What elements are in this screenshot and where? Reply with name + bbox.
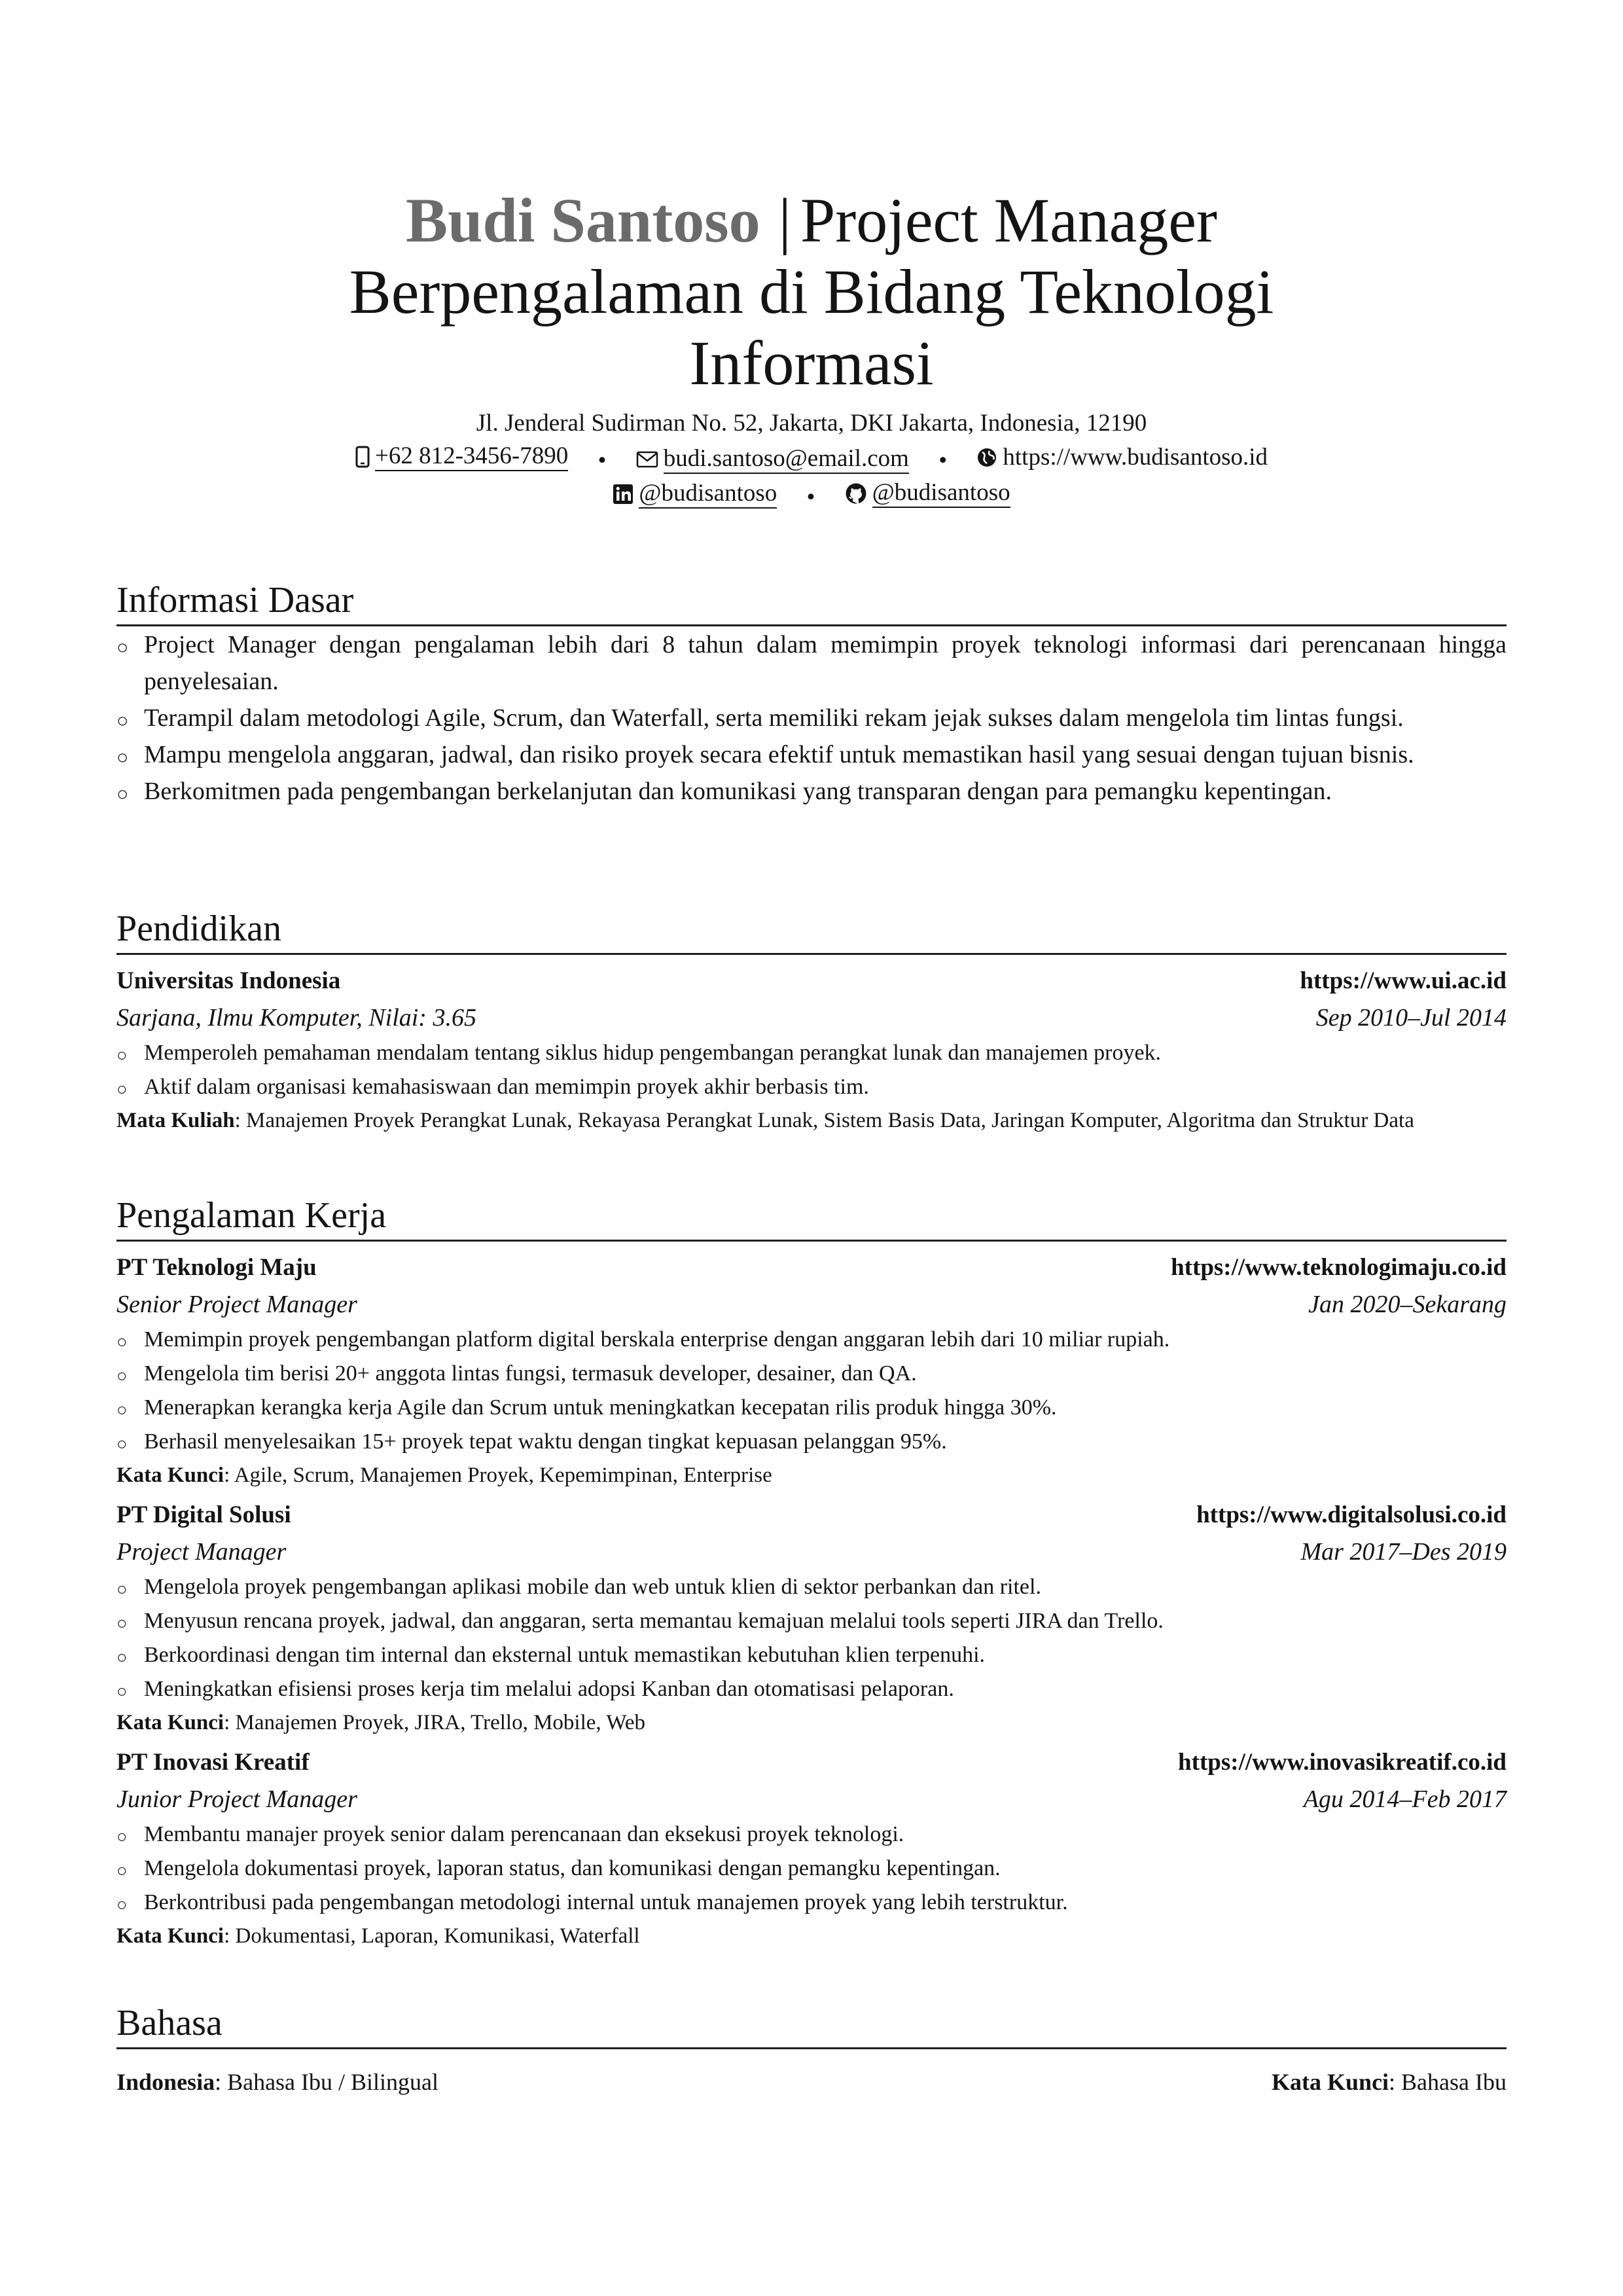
- address: Jl. Jenderal Sudirman No. 52, Jakarta, DKI Jakarta, Indonesia, 12190: [476, 410, 1147, 437]
- section-title-languages: Bahasa: [116, 2001, 1507, 2049]
- language-level: : Bahasa Ibu / Bilingual: [215, 2069, 439, 2095]
- summary-list: [116, 626, 1507, 810]
- job-entry: [116, 1744, 1507, 1952]
- job-role: Project Manager: [116, 1538, 287, 1566]
- title-separator: |: [778, 185, 791, 255]
- summary-section: [116, 579, 1507, 810]
- resume-header: [116, 0, 1507, 516]
- company-url[interactable]: https://www.digitalsolusi.co.id: [1196, 1501, 1507, 1528]
- globe-icon: [976, 447, 997, 468]
- list-item: ○ Memperoleh pemahaman mendalam tentang siklus hidup pengembangan perangkat lunak dan manajemen proyek.: [116, 1036, 1507, 1070]
- list-item: ○ Menerapkan kerangka kerja Agile dan Scrum untuk meningkatkan kecepatan rilis produk hingga 30%.: [116, 1391, 1507, 1425]
- section-title-summary: Informasi Dasar: [116, 579, 1507, 626]
- list-item: ○ Berhasil menyelesaikan 15+ proyek tepat waktu dengan tingkat kepuasan pelanggan 95%.: [116, 1425, 1507, 1459]
- job-entry: [116, 1497, 1507, 1739]
- job-keywords: [116, 1459, 1507, 1492]
- experience-section: [116, 1194, 1507, 1952]
- job-highlights: [116, 1323, 1507, 1459]
- headline-line1: Project Manager: [800, 185, 1217, 255]
- courses-text: : Manajemen Proyek Perangkat Lunak, Rekayasa Perangkat Lunak, Sistem Basis Data, Jaringan Komputer, Algoritma dan Struktur Data: [234, 1109, 1414, 1132]
- section-title-education: Pendidikan: [116, 907, 1507, 955]
- list-item: ○ Mengelola proyek pengembangan aplikasi mobile dan web untuk klien di sektor perbankan dan ritel.: [116, 1570, 1507, 1604]
- education-entry: [116, 963, 1507, 1137]
- envelope-icon: [636, 451, 658, 468]
- keywords-text: : Dokumentasi, Laporan, Komunikasi, Waterfall: [224, 1924, 640, 1948]
- company-name: PT Teknologi Maju: [116, 1254, 317, 1281]
- language-row: [116, 2064, 1507, 2100]
- keywords-text: : Agile, Scrum, Manajemen Proyek, Kepemimpinan, Enterprise: [224, 1463, 772, 1487]
- job-dates: Mar 2017–Des 2019: [1300, 1538, 1507, 1566]
- phone-link[interactable]: +62 812-3456-7890: [375, 442, 568, 471]
- github-icon: [845, 482, 867, 505]
- job-highlights: [116, 1570, 1507, 1706]
- education-section: [116, 907, 1507, 1137]
- job-dates: Agu 2014–Feb 2017: [1303, 1785, 1507, 1813]
- language-keywords: [1272, 2064, 1507, 2100]
- headline-line3: Informasi: [689, 328, 934, 398]
- job-entry: [116, 1249, 1507, 1492]
- company-name: PT Digital Solusi: [116, 1501, 291, 1528]
- contact-line-1: [116, 439, 1507, 479]
- job-role: Junior Project Manager: [116, 1785, 357, 1813]
- page-title: [116, 185, 1507, 399]
- list-item: ○ Terampil dalam metodologi Agile, Scrum, dan Waterfall, serta memiliki rekam jejak sukses dalam mengelola tim lintas fungsi.: [116, 700, 1507, 736]
- list-item: ○ Berkomitmen pada pengembangan berkelanjutan dan komunikasi yang transparan dengan para pemangku kepentingan.: [116, 773, 1507, 810]
- job-keywords: [116, 1706, 1507, 1739]
- languages-section: [116, 2001, 1507, 2100]
- school-url[interactable]: https://www.ui.ac.id: [1300, 967, 1507, 994]
- contact-line-2: [116, 479, 1507, 516]
- education-dates: Sep 2010–Jul 2014: [1315, 1004, 1507, 1031]
- education-highlights: [116, 1036, 1507, 1104]
- company-url[interactable]: https://www.inovasikreatif.co.id: [1178, 1749, 1507, 1776]
- linkedin-link[interactable]: @budisantoso: [639, 480, 777, 509]
- list-item: ○ Memimpin proyek pengembangan platform digital berskala enterprise dengan anggaran lebih dari 10 miliar rupiah.: [116, 1323, 1507, 1357]
- courses-label: Mata Kuliah: [116, 1109, 235, 1132]
- keywords-label: Kata Kunci: [116, 1924, 224, 1948]
- list-item: ○ Berkoordinasi dengan tim internal dan eksternal untuk memastikan kebutuhan klien terpenuhi.: [116, 1638, 1507, 1672]
- list-item: ○ Berkontribusi pada pengembangan metodologi internal untuk manajemen proyek yang lebih terstruktur.: [116, 1886, 1507, 1920]
- language-entry: [116, 2064, 438, 2100]
- job-dates: Jan 2020–Sekarang: [1308, 1291, 1507, 1318]
- degree: Sarjana, Ilmu Komputer, Nilai: 3.65: [116, 1004, 476, 1031]
- keywords-label: Kata Kunci: [1272, 2069, 1389, 2095]
- bullet-separator: •: [597, 447, 607, 474]
- job-role: Senior Project Manager: [116, 1291, 357, 1318]
- bullet-separator: •: [938, 447, 948, 474]
- keywords-label: Kata Kunci: [116, 1463, 224, 1487]
- job-highlights: [116, 1818, 1507, 1920]
- company-name: PT Inovasi Kreatif: [116, 1749, 310, 1776]
- bullet-separator: •: [806, 484, 815, 511]
- headline-line2: Berpengalaman di Bidang Teknologi: [349, 257, 1274, 327]
- keywords-label: Kata Kunci: [116, 1711, 224, 1734]
- candidate-name: Budi Santoso: [406, 185, 760, 255]
- website-link[interactable]: https://www.budisantoso.id: [1003, 444, 1268, 471]
- list-item: ○ Mengelola dokumentasi proyek, laporan status, dan komunikasi dengan pemangku kepentingan.: [116, 1852, 1507, 1886]
- job-keywords: [116, 1920, 1507, 1952]
- section-title-experience: Pengalaman Kerja: [116, 1194, 1507, 1242]
- mobile-phone-icon: [355, 446, 370, 468]
- keywords-text: : Manajemen Proyek, JIRA, Trello, Mobile, Web: [224, 1711, 645, 1734]
- list-item: ○ Menyusun rencana proyek, jadwal, dan anggaran, serta memantau kemajuan melalui tools seperti JIRA dan Trello.: [116, 1604, 1507, 1638]
- school-name: Universitas Indonesia: [116, 967, 341, 994]
- courses: [116, 1104, 1507, 1137]
- list-item: ○ Mampu mengelola anggaran, jadwal, dan risiko proyek secara efektif untuk memastikan hasil yang sesuai dengan tujuan bisnis.: [116, 736, 1507, 773]
- keywords-text: : Bahasa Ibu: [1389, 2069, 1507, 2095]
- list-item: ○ Project Manager dengan pengalaman lebih dari 8 tahun dalam memimpin proyek teknologi informasi dari perencanaan hingga penyelesaian.: [116, 626, 1507, 700]
- email-link[interactable]: budi.santoso@email.com: [664, 445, 909, 474]
- github-link[interactable]: @budisantoso: [872, 479, 1010, 508]
- language-name: Indonesia: [116, 2069, 215, 2095]
- list-item: ○ Aktif dalam organisasi kemahasiswaan dan memimpin proyek akhir berbasis tim.: [116, 1070, 1507, 1104]
- list-item: ○ Meningkatkan efisiensi proses kerja tim melalui adopsi Kanban dan otomatisasi pelaporan.: [116, 1672, 1507, 1706]
- list-item: ○ Mengelola tim berisi 20+ anggota lintas fungsi, termasuk developer, desainer, dan QA.: [116, 1357, 1507, 1391]
- list-item: ○ Membantu manajer proyek senior dalam perencanaan dan eksekusi proyek teknologi.: [116, 1818, 1507, 1852]
- company-url[interactable]: https://www.teknologimaju.co.id: [1171, 1254, 1507, 1281]
- linkedin-icon: [613, 484, 633, 505]
